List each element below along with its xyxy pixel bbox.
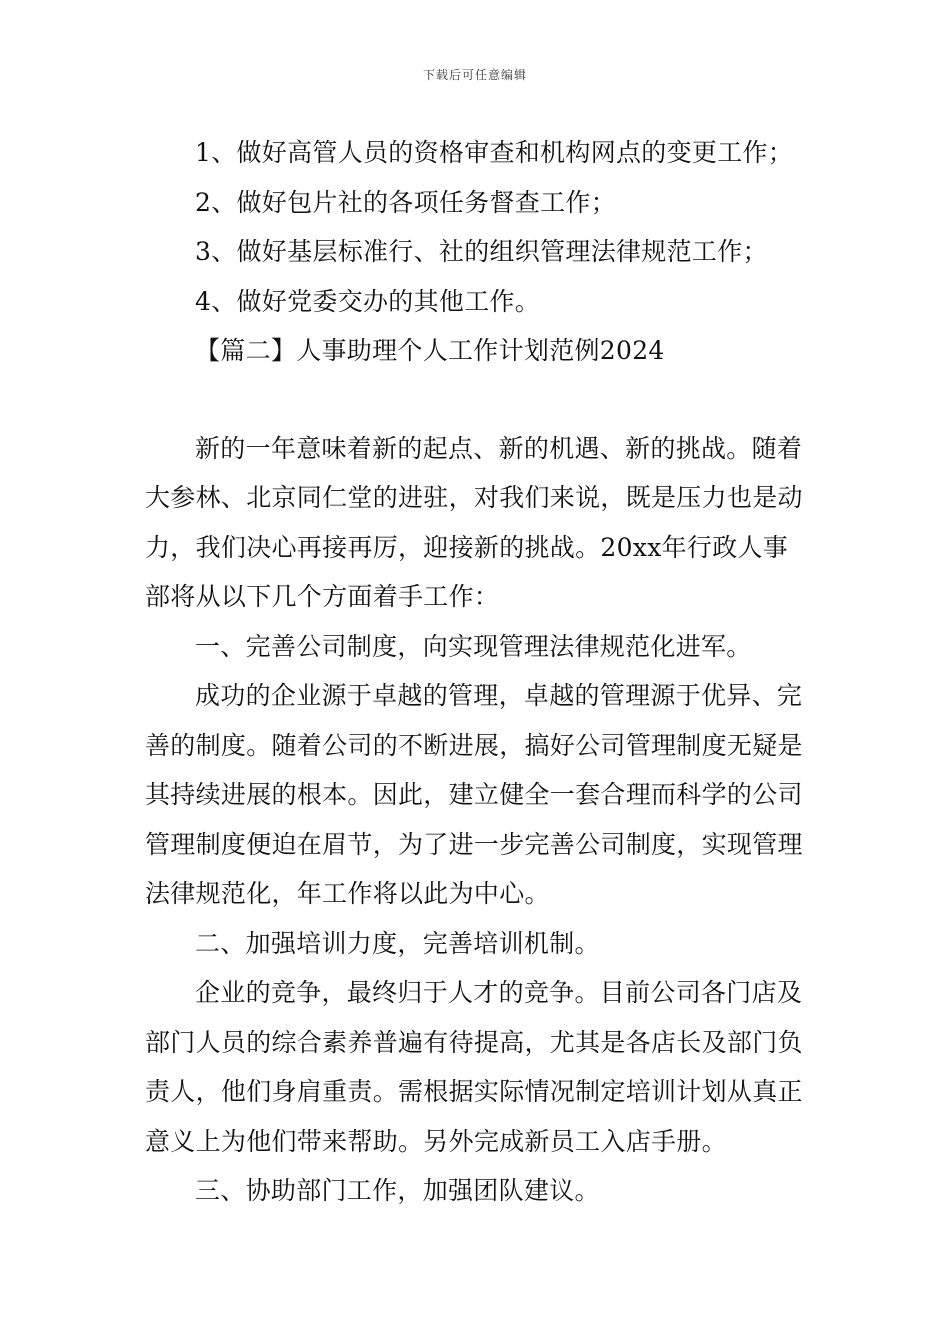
list-item: 4、做好党委交办的其他工作。: [195, 286, 541, 316]
paragraph-body: 成功的企业源于卓越的管理，卓越的管理源于优异、完善的制度。随着公司的不断进展，搞好公司管理制度无疑是其持续进展的根本。因此，建立健全一套合理而科学的公司管理制度便迫在眉节，为了进一步完善公司制度，实现管理法律规范化，年工作将以此为中心。: [145, 681, 803, 908]
heading-item-1: 一、完善公司制度，向实现管理法律规范化进军。: [195, 631, 752, 661]
page-header: 下载后可任意编辑: [422, 68, 527, 82]
heading-item-3: 三、协助部门工作，加强团队建议。: [195, 1176, 600, 1205]
section-title: 【篇二】人事助理个人工作计划范例2024: [195, 336, 665, 365]
list-item: 2、做好包片社的各项任务督查工作；: [195, 187, 617, 217]
heading-item-2: 二、加强培训力度，完善培训机制。: [195, 928, 600, 958]
paragraph-body: 企业的竞争，最终归于人才的竞争。目前公司各门店及部门人员的综合素养普遍有待提高，尤其是各店长及部门负责人，他们身肩重责。需根据实际情况制定培训计划从真正意义上为他们带来帮助。另外完成新员工入店手册。: [145, 978, 803, 1156]
document-body: [145, 128, 805, 1216]
list-item: 3、做好基层标准行、社的组织管理法律规范工作；: [195, 237, 768, 266]
list-item: 1、做好高管人员的资格审查和机构网点的变更工作；: [195, 138, 794, 167]
paragraph-intro: 新的一年意味着新的起点、新的机遇、新的挑战。随着大参林、北京同仁堂的进驻，对我们来说，既是压力也是动力，我们决心再接再厉，迎接新的挑战。20xx年行政人事部将从以下几个方面着手工作：: [145, 433, 803, 611]
